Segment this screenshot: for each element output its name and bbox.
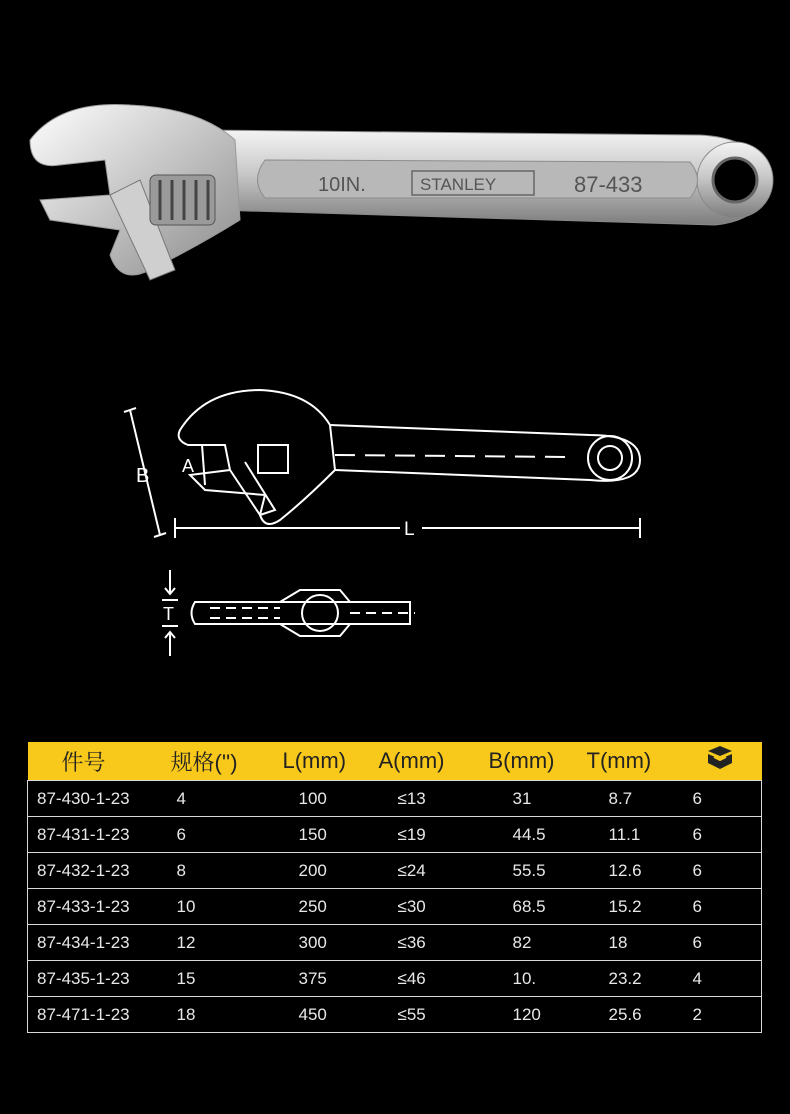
table-cell: 150 xyxy=(283,817,379,853)
table-cell: ≤36 xyxy=(379,925,489,961)
table-cell: ≤13 xyxy=(379,781,489,817)
table-cell: 87-435-1-23 xyxy=(28,961,171,997)
table-cell: 18 xyxy=(171,997,283,1033)
header-length: L(mm) xyxy=(283,742,379,781)
table-cell: 87-431-1-23 xyxy=(28,817,171,853)
table-cell: 300 xyxy=(283,925,379,961)
table-row xyxy=(28,889,762,925)
table-cell: 4 xyxy=(679,961,762,997)
table-cell: ≤19 xyxy=(379,817,489,853)
table-row xyxy=(28,781,762,817)
table-cell: ≤24 xyxy=(379,853,489,889)
table-header-row xyxy=(28,742,762,781)
table-cell: ≤30 xyxy=(379,889,489,925)
table-cell: 6 xyxy=(679,853,762,889)
table-cell: 25.6 xyxy=(587,997,679,1033)
table-row xyxy=(28,853,762,889)
table-cell: ≤55 xyxy=(379,997,489,1033)
header-box-qty xyxy=(679,742,762,781)
table-row xyxy=(28,961,762,997)
table-cell: 11.1 xyxy=(587,817,679,853)
table-cell: 6 xyxy=(171,817,283,853)
table-cell: 15.2 xyxy=(587,889,679,925)
table-cell: 82 xyxy=(489,925,587,961)
box-icon xyxy=(705,744,735,772)
wrench-side-diagram xyxy=(150,560,440,660)
label-b: B xyxy=(136,465,150,487)
table-cell: 68.5 xyxy=(489,889,587,925)
label-t: T xyxy=(163,604,174,624)
label-l: L xyxy=(404,519,415,540)
table-cell: 44.5 xyxy=(489,817,587,853)
table-row xyxy=(28,925,762,961)
table-cell: 87-433-1-23 xyxy=(28,889,171,925)
engraving-model: 87-433 xyxy=(574,172,643,197)
table-cell: 12 xyxy=(171,925,283,961)
table-cell: 87-434-1-23 xyxy=(28,925,171,961)
table-cell: 6 xyxy=(679,817,762,853)
table-cell: 6 xyxy=(679,781,762,817)
table-cell: 10 xyxy=(171,889,283,925)
table-cell: 10. xyxy=(489,961,587,997)
table-cell: 31 xyxy=(489,781,587,817)
table-cell: 6 xyxy=(679,925,762,961)
wrench-front-diagram xyxy=(110,380,670,550)
engraving-size: 10IN. xyxy=(318,174,366,196)
table-cell: 55.5 xyxy=(489,853,587,889)
table-cell: 120 xyxy=(489,997,587,1033)
engraving-brand: STANLEY xyxy=(420,175,497,194)
table-cell: 87-432-1-23 xyxy=(28,853,171,889)
header-part-number: 件号 xyxy=(28,742,171,781)
table-cell: ≤46 xyxy=(379,961,489,997)
spec-table xyxy=(27,742,762,1033)
wrench-photo xyxy=(0,80,790,300)
table-cell: 200 xyxy=(283,853,379,889)
table-cell: 87-430-1-23 xyxy=(28,781,171,817)
table-row xyxy=(28,997,762,1033)
table-cell: 4 xyxy=(171,781,283,817)
label-a: A xyxy=(182,456,195,476)
table-cell: 6 xyxy=(679,889,762,925)
table-cell: 87-471-1-23 xyxy=(28,997,171,1033)
table-cell: 15 xyxy=(171,961,283,997)
table-cell: 2 xyxy=(679,997,762,1033)
table-cell: 18 xyxy=(587,925,679,961)
table-cell: 250 xyxy=(283,889,379,925)
table-row xyxy=(28,817,762,853)
table-cell: 100 xyxy=(283,781,379,817)
header-opening: A(mm) xyxy=(379,742,489,781)
header-size: 规格('') xyxy=(171,742,283,781)
table-cell: 8 xyxy=(171,853,283,889)
header-head-width: B(mm) xyxy=(489,742,587,781)
table-cell: 8.7 xyxy=(587,781,679,817)
table-cell: 23.2 xyxy=(587,961,679,997)
header-thickness: T(mm) xyxy=(587,742,679,781)
table-cell: 375 xyxy=(283,961,379,997)
table-cell: 12.6 xyxy=(587,853,679,889)
table-cell: 450 xyxy=(283,997,379,1033)
